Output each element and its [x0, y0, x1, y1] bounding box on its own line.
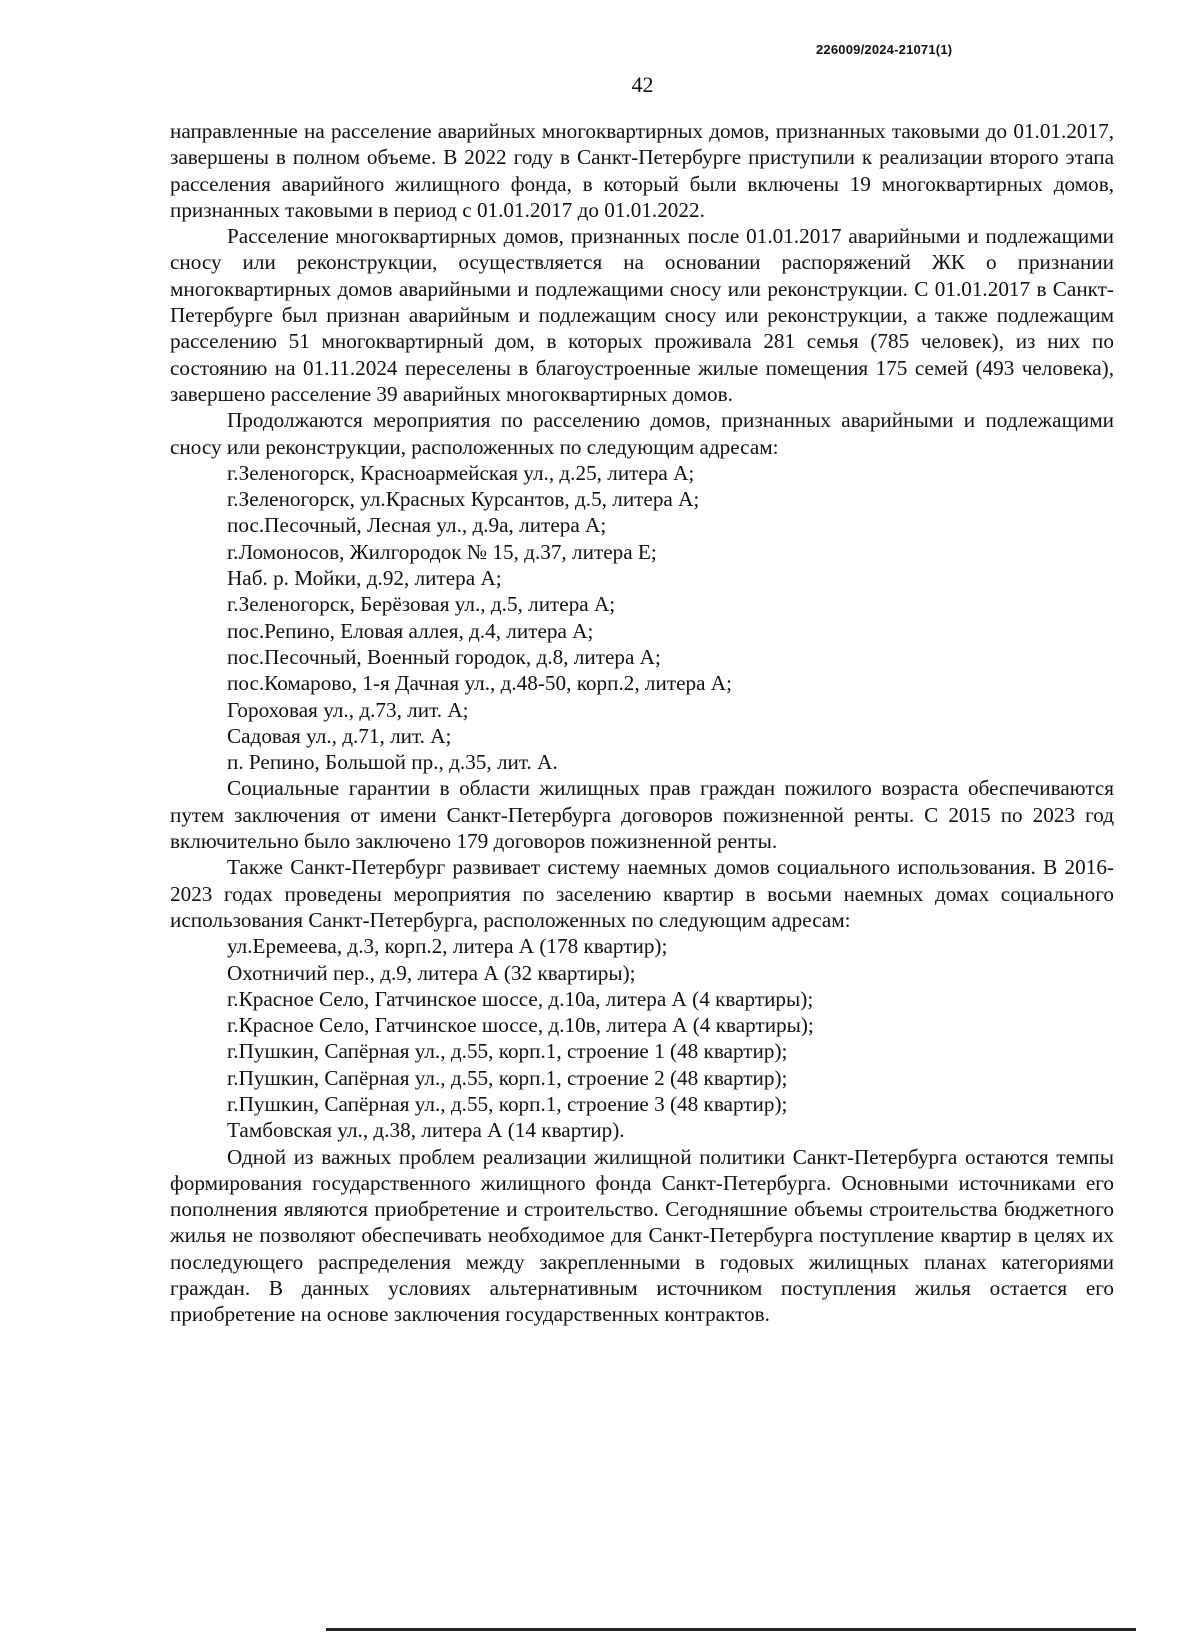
list-item: ул.Еремеева, д.3, корп.2, литера А (178 квартир);	[227, 934, 668, 959]
list-item: г.Ломоносов, Жилгородок № 15, д.37, литера Е;	[227, 539, 657, 564]
paragraph-3: Продолжаются мероприятия по расселению домов, признанных аварийными и подлежащими сносу или реконструкции, расположенных по следующим адресам:	[170, 408, 1114, 459]
list-item: г.Зеленогорск, Красноармейская ул., д.25, литера А;	[227, 460, 695, 485]
list-item: г.Зеленогорск, Берёзовая ул., д.5, литера А;	[227, 592, 616, 617]
list-item: Наб. р. Мойки, д.92, литера А;	[227, 566, 502, 591]
list-item: Охотничий пер., д.9, литера А (32 квартиры);	[227, 960, 636, 985]
list-item: г.Пушкин, Сапёрная ул., д.55, корп.1, строение 1 (48 квартир);	[227, 1039, 788, 1064]
list-item: г.Красное Село, Гатчинское шоссе, д.10в, литера А (4 квартиры);	[227, 1013, 814, 1038]
list-item: Тамбовская ул., д.38, литера А (14 квартир).	[227, 1118, 625, 1143]
page-number: 42	[631, 72, 654, 97]
paragraph-5: Также Санкт-Петербург развивает систему наемных домов социального использования. В 2016-2023 годах проведены мероприятия по заселению квартир в восьми наемных домах социального использования Санкт-Петербурга, расположенных по следующим адресам:	[170, 855, 1114, 932]
list-item: пос.Комарово, 1-я Дачная ул., д.48-50, корп.2, литера А;	[227, 671, 732, 696]
paragraph-6: Одной из важных проблем реализации жилищной политики Санкт-Петербурга остаются темпы формирования государственного жилищного фонда Санкт-Петербурга. Основными источниками его пополнения являются приобретение и строительство. Сегодняшние объемы строительства бюджетного жилья не позволяют обеспечивать необходимое для Санкт-Петербурга поступление квартир в целях их последующего распределения между закрепленными в годовых жилищных планах категориями граждан. В данных условиях альтернативным источником поступления жилья остается его приобретение на основе заключения государственных контрактов.	[170, 1144, 1114, 1327]
list-item: Садовая ул., д.71, лит. А;	[227, 723, 452, 748]
document-body	[170, 118, 1114, 1328]
list-item: пос.Песочный, Лесная ул., д.9а, литера А;	[227, 513, 607, 538]
paragraph-2: Расселение многоквартирных домов, признанных после 01.01.2017 аварийными и подлежащими сносу или реконструкции, осуществляется на основании распоряжений ЖК о признании многоквартирных домов аварийными и подлежащими сносу или реконструкции. С 01.01.2017 в Санкт-Петербурге был признан аварийным и подлежащим сносу или реконструкции, а также подлежащим расселению 51 многоквартирный дом, в которых проживала 281 семья (785 человек), из них по состоянию на 01.11.2024 переселены в благоустроенные жилые помещения 175 семей (493 человека), завершено расселение 39 аварийных многоквартирных домов.	[170, 224, 1114, 406]
address-list-emergency-houses	[170, 460, 1114, 776]
paragraph-4: Социальные гарантии в области жилищных прав граждан пожилого возраста обеспечиваются путем заключения от имени Санкт-Петербурга договоров пожизненной ренты. С 2015 по 2023 год включительно было заключено 179 договоров пожизненной ренты.	[170, 776, 1114, 854]
address-list-social-rent-houses	[170, 933, 1114, 1143]
list-item: пос.Песочный, Военный городок, д.8, литера А;	[227, 644, 661, 669]
list-item: г.Пушкин, Сапёрная ул., д.55, корп.1, строение 3 (48 квартир);	[227, 1091, 788, 1116]
list-item: г.Красное Село, Гатчинское шоссе, д.10а, литера А (4 квартиры);	[227, 986, 814, 1011]
paragraph-1: направленные на расселение аварийных многоквартирных домов, признанных таковыми до 01.01.2017, завершены в полном объеме. В 2022 году в Санкт-Петербурге приступили к реализации второго этапа расселения аварийного жилищного фонда, в который были включены 19 многоквартирных домов, признанных таковыми в период с 01.01.2017 до 01.01.2022.	[170, 119, 1114, 222]
document-id: 226009/2024-21071(1)	[816, 42, 953, 57]
list-item: г.Зеленогорск, ул.Красных Курсантов, д.5, литера А;	[227, 487, 700, 512]
list-item: г.Пушкин, Сапёрная ул., д.55, корп.1, строение 2 (48 квартир);	[227, 1065, 788, 1090]
list-item: Гороховая ул., д.73, лит. А;	[227, 697, 469, 722]
bottom-divider	[326, 1628, 1136, 1631]
list-item: пос.Репино, Еловая аллея, д.4, литера А;	[227, 618, 594, 643]
list-item: п. Репино, Большой пр., д.35, лит. А.	[227, 750, 558, 775]
